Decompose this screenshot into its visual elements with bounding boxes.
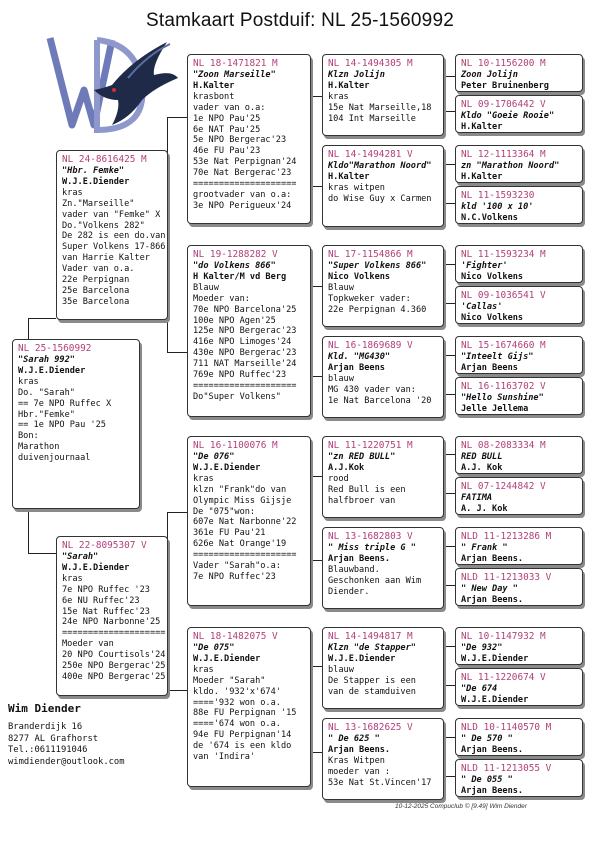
info-line: 7e NPO Ruffec '23	[62, 584, 150, 595]
ring-number: NL 10-1147932 M	[461, 631, 546, 642]
info-line: De "075"won:	[193, 506, 256, 517]
info-line: 15e Nat Ruffec'23	[62, 606, 150, 617]
pedigree-card-g14[interactable]	[455, 668, 583, 706]
info-line: kras	[193, 664, 214, 675]
info-line: Do. "Sarah"	[18, 387, 75, 398]
pigeon-name: RED BULL	[461, 452, 503, 462]
pigeon-name: "Hbr. Femke"	[62, 166, 125, 176]
connector-line	[310, 476, 322, 477]
connector-line	[310, 186, 322, 187]
info-line: 626e Nat Orange'19	[193, 539, 287, 550]
ring-number: NLD 11-1213033 V	[461, 572, 552, 583]
pigeon-name: "zn RED BULL"	[328, 452, 396, 462]
info-line: 361e FU Pau'21	[193, 528, 266, 539]
pedigree-card-g15[interactable]	[455, 718, 583, 756]
ring-number: NL 14-1494305 M	[328, 58, 413, 69]
info-line: 250e NPO Bergerac'25	[62, 661, 166, 672]
pigeon-name: Kld. "MG430"	[328, 352, 391, 362]
connector-line	[310, 376, 322, 377]
connector-line	[443, 111, 455, 112]
pedigree-card-mmf[interactable]	[322, 627, 444, 709]
pigeon-name: "De 075"	[193, 643, 235, 653]
pigeon-name: " De 570 "	[461, 734, 513, 744]
pedigree-card-g10[interactable]	[455, 477, 583, 515]
info-line: 1e NPO Pau'25	[193, 113, 261, 124]
info-line: van Harrie Kalter	[62, 253, 150, 264]
info-line: ====================	[193, 550, 297, 561]
breeder-name: Arjan Beens.	[328, 553, 391, 564]
info-line: vader van o.a:	[193, 102, 266, 113]
owner-email[interactable]: wimdiender@outlook.com	[8, 756, 125, 767]
breeder-name: A.J. Kok	[461, 462, 503, 473]
pigeon-name: "Zoon Marseille"	[193, 70, 276, 80]
connector-line	[443, 546, 455, 547]
breeder-name: Arjan Beens	[461, 362, 518, 373]
info-line: Geschonken aan Wim	[328, 575, 422, 586]
info-line: ===='932 won o.a.	[193, 697, 281, 708]
info-line: Moeder "Sarah"	[193, 675, 266, 686]
ring-number: NL 22-8095307 V	[62, 540, 147, 551]
info-line: ===='674 won o.a.	[193, 719, 281, 730]
breeder-name: W.J.E.Diender	[328, 653, 396, 664]
info-line: 94e FU Perpignan'14	[193, 730, 292, 741]
info-line: 7e NPO Ruffec'23	[193, 571, 276, 582]
info-line: duivenjournaal	[18, 453, 91, 464]
pigeon-name: " De 625 "	[328, 734, 380, 744]
breeder-name: Nico Volkens	[461, 312, 524, 323]
pigeon-name: "Inteelt Gijs"	[461, 352, 534, 362]
page-title: Stamkaart Postduif: NL 25-1560992	[146, 10, 454, 31]
info-line: ====================	[193, 380, 297, 391]
info-line: vader van "Femke" X	[62, 209, 161, 220]
info-line: 1e Nat Barcelona '20	[328, 395, 432, 406]
connector-line	[310, 752, 322, 753]
info-line: Moeder van:	[193, 293, 250, 304]
info-line: Moeder van	[62, 639, 114, 650]
pedigree-card-fmf[interactable]	[322, 245, 444, 327]
pedigree-card-g12[interactable]	[455, 568, 583, 606]
connector-line	[28, 318, 29, 340]
breeder-name: H.Kalter	[328, 80, 370, 91]
breeder-name: Nico Volkens	[328, 271, 391, 282]
pedigree-card-g3[interactable]	[455, 145, 583, 183]
ring-number: NL 19-1288282 V	[193, 249, 278, 260]
pigeon-name: " New Day "	[461, 584, 518, 594]
pedigree-card-mm[interactable]	[187, 627, 311, 787]
info-line: Bon:	[18, 431, 39, 442]
info-line: 70e NPO Barcelona'25	[193, 304, 297, 315]
ring-number: NL 11-1593230	[461, 190, 535, 201]
info-line: kldo. '932'x'674'	[193, 686, 281, 697]
pedigree-card-g7[interactable]	[455, 336, 583, 374]
info-line: Marathon	[18, 442, 60, 453]
breeder-name: W.J.E.Diender	[193, 462, 261, 473]
info-line: 711 NAT Marseille'24	[193, 359, 297, 370]
pedigree-card-fm[interactable]	[187, 245, 311, 417]
info-line: Blauw	[193, 282, 219, 293]
info-line: == 7e NPO Ruffec X	[18, 398, 112, 409]
info-line: Kras Witpen	[328, 755, 385, 766]
info-line: kras	[193, 473, 214, 484]
info-line: 430e NPO Bergerac'23	[193, 348, 297, 359]
connector-line	[443, 203, 455, 204]
info-line: 100e NPO Agen'25	[193, 315, 276, 326]
connector-line	[443, 264, 455, 265]
info-line: klzn "Frank"do van	[193, 484, 287, 495]
breeder-name: Nico Volkens	[461, 271, 524, 282]
info-line: de '674 is een kldo	[193, 741, 292, 752]
pedigree-card-mfm[interactable]	[322, 527, 444, 609]
info-line: 22e Perpignan	[62, 275, 130, 286]
pigeon-name: "De 076"	[193, 452, 235, 462]
ring-number: NL 11-1593234 M	[461, 249, 546, 260]
info-line: Diender.	[328, 586, 370, 597]
info-line: Hbr."Femke"	[18, 409, 75, 420]
ring-number: NL 09-1036541 V	[461, 290, 546, 301]
pedigree-card-mother[interactable]	[56, 536, 168, 696]
pedigree-card-g2[interactable]	[455, 95, 583, 133]
pedigree-card-g6[interactable]	[455, 286, 583, 324]
ring-number: NL 12-1113364 M	[461, 149, 546, 160]
info-line: rood	[328, 473, 349, 484]
pigeon-name: 'Fighter'	[461, 261, 508, 271]
breeder-name: Arjan Beens.	[461, 785, 524, 796]
info-line: 88e FU Perpignan '15	[193, 708, 297, 719]
breeder-name: W.J.E.Diender	[461, 694, 529, 705]
connector-line	[310, 560, 322, 561]
pigeon-name: Zoon Jolijn	[461, 70, 518, 80]
pigeon-name: "De 674	[461, 684, 498, 694]
info-line: kras	[62, 573, 83, 584]
ring-number: NL 08-2083334 M	[461, 440, 546, 451]
info-line: kras	[18, 376, 39, 387]
info-line: 3e NPO Perigueux'24	[193, 200, 292, 211]
ring-number: NLD 10-1140570 M	[461, 722, 552, 733]
pedigree-card-father[interactable]	[56, 150, 168, 320]
pedigree-card-g11[interactable]	[455, 527, 583, 565]
pigeon-name: " Miss triple G "	[328, 543, 416, 553]
connector-line	[310, 96, 322, 97]
info-line: kras	[328, 91, 349, 102]
ring-number: NL 10-1156200 M	[461, 58, 546, 69]
info-line: 53e Nat St.Vincen'17	[328, 777, 432, 788]
info-line: blauw	[328, 664, 354, 675]
info-line: kras	[62, 187, 83, 198]
ring-number: NL 11-1220751 M	[328, 440, 413, 451]
info-line: grootvader van o.a:	[193, 189, 292, 200]
connector-line	[443, 685, 455, 686]
owner-name: Wim Diender	[8, 702, 81, 715]
pigeon-name: Klzn Jolijn	[328, 70, 385, 80]
pedigree-card-fmm[interactable]	[322, 336, 444, 418]
info-line: Vader "Sarah"o.a:	[193, 561, 281, 572]
pedigree-card-g8[interactable]	[455, 377, 583, 415]
info-line: 25e Barcelona	[62, 285, 130, 296]
info-line: kras witpen	[328, 182, 385, 193]
breeder-name: W.J.E.Diender	[461, 653, 529, 664]
pedigree-card-fff[interactable]	[322, 54, 444, 136]
pigeon-name: "De 932"	[461, 643, 503, 653]
info-line: Super Volkens 17-866	[62, 242, 166, 253]
pedigree-card-g13[interactable]	[455, 627, 583, 665]
breeder-name: Arjan Beens.	[461, 553, 524, 564]
owner-phone: Tel.:0611191046	[8, 745, 88, 756]
connector-line	[443, 164, 455, 165]
info-line: 35e Barcelona	[62, 296, 130, 307]
breeder-name: A.J.Kok	[328, 462, 365, 473]
breeder-name: W.J.E.Diender	[62, 562, 130, 573]
ring-number: NL 16-1100076 M	[193, 440, 278, 451]
breeder-name: H.Kalter	[461, 171, 503, 182]
pigeon-name: zn "Marathon Noord"	[461, 161, 560, 171]
connector-line	[443, 394, 455, 395]
pedigree-card-g1[interactable]	[455, 54, 583, 92]
connector-line	[443, 493, 455, 494]
info-line: 416e NPO Limoges'24	[193, 337, 292, 348]
breeder-name: Arjan Beens.	[328, 744, 391, 755]
info-line: De Stapper is een	[328, 675, 416, 686]
owner-city: 8277 AL Grafhorst	[8, 733, 99, 744]
connector-line	[443, 76, 455, 77]
info-line: 607e Nat Narbonne'22	[193, 517, 297, 528]
info-line: van de stamduiven	[328, 686, 416, 697]
info-line: De 282 is een do.van	[62, 231, 166, 242]
info-line: Vader van o.a.	[62, 264, 135, 275]
pedigree-card-mff[interactable]	[322, 436, 444, 518]
info-line: van 'Indira'	[193, 752, 256, 763]
ring-number: NL 14-1494817 M	[328, 631, 413, 642]
pigeon-name: " De 055 "	[461, 775, 513, 785]
pigeon-name: Kldo "Goeie Rooie"	[461, 111, 555, 121]
pedigree-card-g16[interactable]	[455, 759, 583, 797]
owner-info	[8, 697, 125, 768]
info-line: ====================	[62, 628, 166, 639]
info-line: 6e NU Ruffec'23	[62, 595, 140, 606]
info-line: 20 NPO Courtisols'24	[62, 650, 166, 661]
pedigree-card-mmm[interactable]	[322, 718, 444, 800]
breeder-name: H.Kalter	[461, 121, 503, 132]
info-line: 15e Nat Marseille,18	[328, 102, 432, 113]
connector-line	[28, 318, 56, 319]
ring-number: NL 07-1244842 V	[461, 481, 546, 492]
ring-number: NL 13-1682625 V	[328, 722, 413, 733]
connector-line	[167, 512, 168, 539]
connector-line	[443, 355, 455, 356]
info-line: Olympic Miss Gijsje	[193, 495, 292, 506]
pedigree-card-g4[interactable]	[455, 186, 583, 224]
connector-line	[443, 737, 455, 738]
pigeon-name: "Super Volkens 866"	[328, 261, 427, 271]
pigeon-name: kld '100 x 10'	[461, 202, 534, 212]
info-line: blauw	[328, 373, 354, 384]
breeder-name: Arjan Beens	[328, 362, 385, 373]
connector-line	[310, 666, 322, 667]
connector-line	[443, 454, 455, 455]
breeder-name: H Kalter/M vd Berg	[193, 271, 287, 282]
pigeon-name: "Sarah"	[62, 552, 99, 562]
pigeon-name: "do Volkens 866"	[193, 261, 276, 271]
connector-line	[167, 690, 187, 691]
ring-number: NL 11-1220674 V	[461, 672, 546, 683]
info-line: 769e NPO Ruffec'23	[193, 370, 287, 381]
breeder-name: W.J.E.Diender	[193, 653, 261, 664]
pedigree-card-g9[interactable]	[455, 436, 583, 474]
info-line: Blauw	[328, 282, 354, 293]
info-line: Do"Super Volkens"	[193, 391, 281, 402]
ring-number: NL 13-1682803 V	[328, 531, 413, 542]
connector-line	[443, 303, 455, 304]
owner-address: Branderdijk 16	[8, 722, 83, 732]
pigeon-name: " Frank "	[461, 543, 508, 553]
ring-number: NL 18-1471821 M	[193, 58, 278, 69]
connector-line	[443, 646, 455, 647]
pedigree-card-ff[interactable]	[187, 54, 311, 224]
ring-number: NL 15-1674660 M	[461, 340, 546, 351]
pigeon-name: Klzn "de Stapper"	[328, 643, 416, 653]
info-line: moeder van :	[328, 766, 391, 777]
info-line: 22e Perpignan 4.360	[328, 304, 427, 315]
info-line: krasbont	[193, 91, 235, 102]
pedigree-card-g5[interactable]	[455, 245, 583, 283]
breeder-name: H.Kalter	[328, 171, 370, 182]
info-line: 400e NPO Bergerac'25	[62, 671, 166, 682]
breeder-name: W.J.E.Diender	[62, 176, 130, 187]
info-line: do Wise Guy x Carmen	[328, 193, 432, 204]
connector-line	[167, 512, 187, 513]
info-line: 6e NAT Pau'25	[193, 124, 261, 135]
info-line: MG 430 vader van:	[328, 384, 416, 395]
info-line: Do."Volkens 282"	[62, 220, 145, 231]
ring-number: NL 18-1482075 V	[193, 631, 278, 642]
breeder-name: Jelle Jellema	[461, 403, 529, 414]
breeder-name: Arjan Beens.	[461, 744, 524, 755]
pedigree-card-mf[interactable]	[187, 436, 311, 606]
ring-number: NL 24-8616425 M	[62, 154, 147, 165]
pedigree-card-subject[interactable]	[12, 339, 140, 509]
info-line: 46e FU Pau'23	[193, 146, 261, 157]
info-line: Blauwband.	[328, 564, 380, 575]
info-line: 5e NPO Bergerac'23	[193, 135, 287, 146]
info-line: 53e Nat Perpignan'24	[193, 157, 297, 168]
info-line: Topkweker vader:	[328, 293, 411, 304]
info-line: Zn."Marseille"	[62, 198, 135, 209]
info-line: 24e NPO Narbonne'25	[62, 617, 161, 628]
pigeon-name: "Hello Sunshine"	[461, 393, 544, 403]
ring-number: NL 16-1163702 V	[461, 381, 546, 392]
info-line: 104 Int Marseille	[328, 113, 416, 124]
connector-line	[310, 286, 322, 287]
footer-note: 10-12-2025 Compuclub © [9.49] Wim Diender	[395, 803, 527, 810]
ring-number: NLD 11-1213055 V	[461, 763, 552, 774]
connector-line	[443, 585, 455, 586]
breeder-name: Arjan Beens.	[461, 594, 524, 605]
pigeon-logo	[42, 30, 182, 145]
ring-number: NL 09-1706442 V	[461, 99, 546, 110]
info-line: halfbroer van	[328, 495, 396, 506]
breeder-name: W.J.E.Diender	[18, 365, 86, 376]
ring-number: NL 25-1560992	[18, 343, 92, 354]
ring-number: NL 16-1869689 V	[328, 340, 413, 351]
info-line: ====================	[193, 179, 297, 190]
connector-line	[28, 508, 29, 553]
ring-number: NL 17-1154866 M	[328, 249, 413, 260]
pigeon-name: "Sarah 992"	[18, 355, 75, 365]
info-line: 70e Nat Bergerac'23	[193, 168, 292, 179]
breeder-name: N.C.Volkens	[461, 212, 518, 223]
pigeon-name: FATIMA	[461, 493, 493, 503]
info-line: 125e NPO Bergerac'23	[193, 326, 297, 337]
connector-line	[167, 117, 187, 118]
info-line: == 1e NPO Pau '25	[18, 420, 106, 431]
ring-number: NL 14-1494281 V	[328, 149, 413, 160]
connector-line	[443, 776, 455, 777]
pedigree-card-ffm[interactable]	[322, 145, 444, 227]
info-line: Red Bull is een	[328, 484, 406, 495]
breeder-name: H.Kalter	[193, 80, 235, 91]
breeder-name: Peter Bruinenberg	[461, 80, 549, 91]
breeder-name: A. J. Kok	[461, 503, 508, 514]
connector-line	[28, 553, 56, 554]
pigeon-name: 'Callas'	[461, 302, 503, 312]
ring-number: NLD 11-1213286 M	[461, 531, 552, 542]
pigeon-name: Kldo"Marathon Noord"	[328, 161, 432, 171]
connector-line	[167, 352, 187, 353]
